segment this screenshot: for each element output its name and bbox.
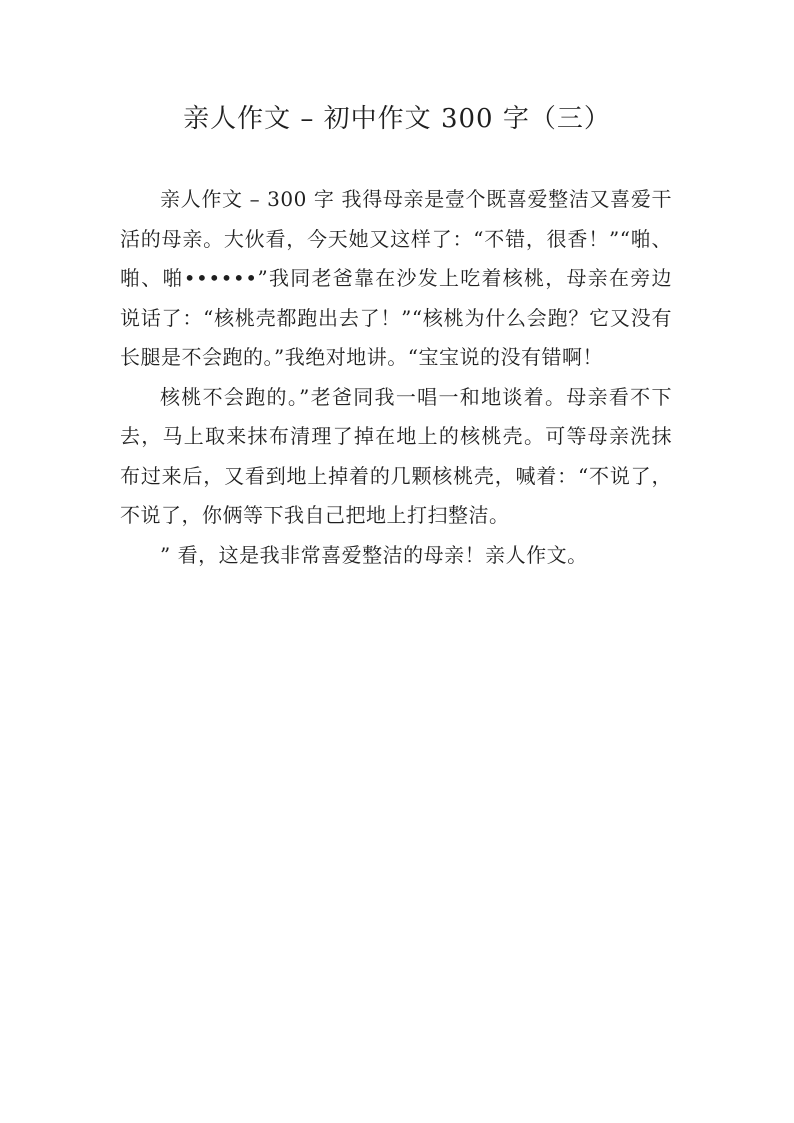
paragraph: ” 看，这是我非常喜爱整洁的母亲！亲人作文。: [160, 542, 588, 567]
document-title: 亲人作文 – 初中作文 300 字（三）: [183, 104, 611, 134]
paragraph: 核桃不会跑的。”老爸同我一唱一和地谈着。母亲看不下去，马上取来抹布清理了掉在地上的核桃壳。可等母亲洗抹布过来后，又看到地上掉着的几颗核桃壳，喊着：“不说了，不说了，你俩等下我自己把地上打扫整洁。: [120, 384, 672, 527]
paragraph: 亲人作文 – 300 字 我得母亲是壹个既喜爱整洁又喜爱干活的母亲。大伙看，今天她又这样了：“不错，很香！”“啪、啪、啪••••••”我同老爸靠在沙发上吃着核桃，母亲在旁边说话了：“核桃壳都跑出去了！”“核桃为什么会跑？它又没有长腿是不会跑的。”我绝对地讲。“宝宝说的没有错啊！: [120, 187, 672, 369]
document-body: [120, 180, 672, 575]
